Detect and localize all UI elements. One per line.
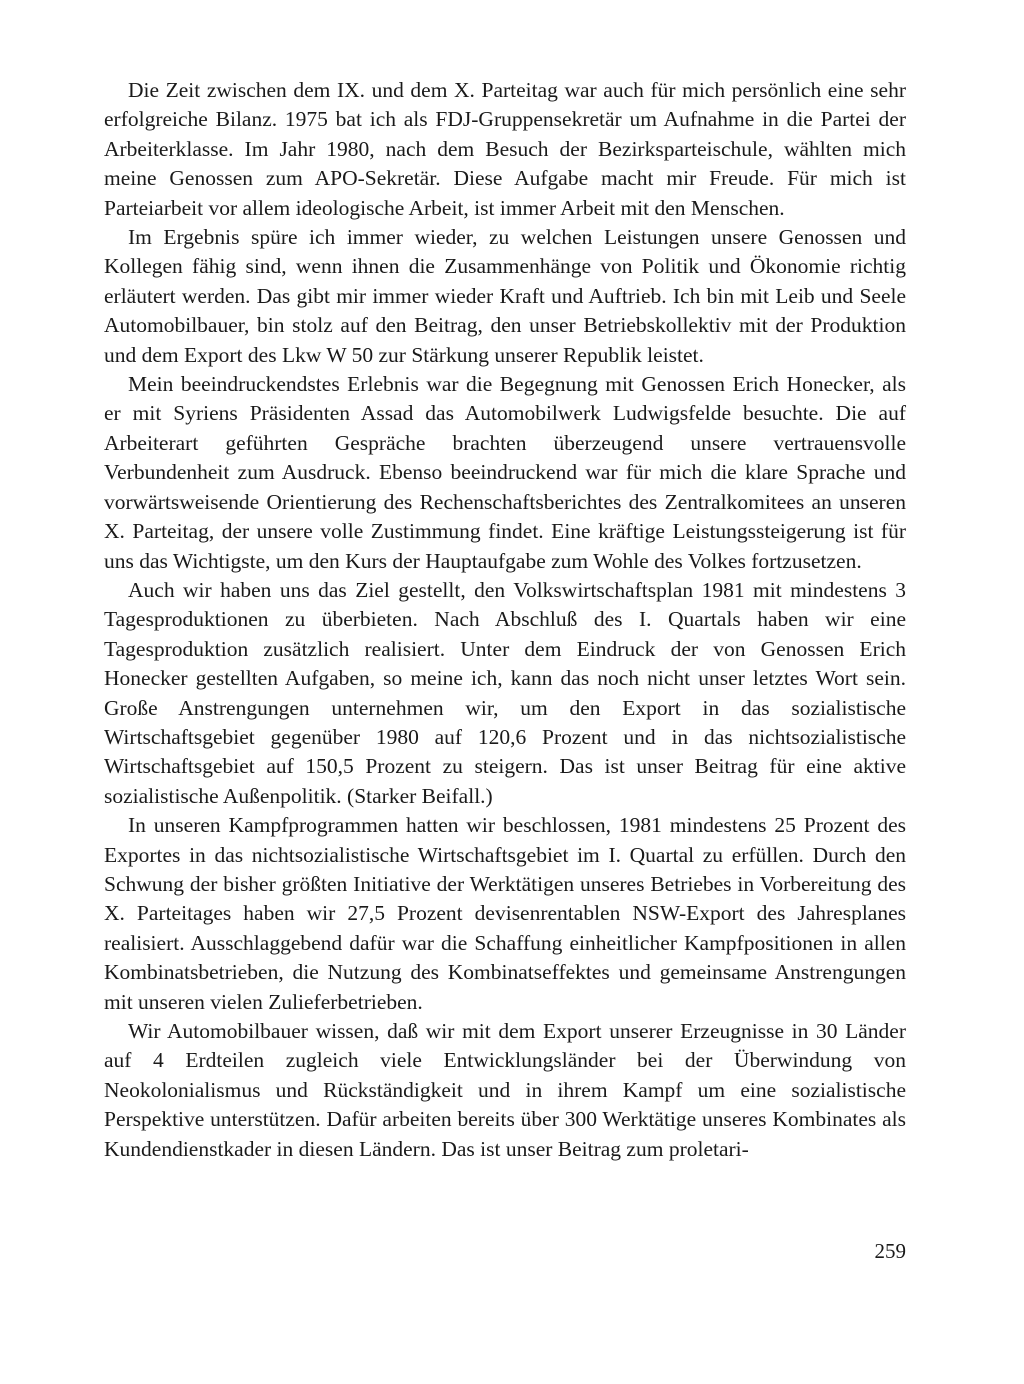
paragraph-5: In unseren Kampfprogrammen hatten wir beschlossen, 1981 mindestens 25 Prozent des Exportes in das nichtsozialistische Wirtschaftsgebiet im I. Quartal zu erfüllen. Durch den Schwung der bisher größten Initiative der Werktätigen unseres Betriebes in Vorbereitung des X. Parteitages haben wir 27,5 Prozent devisenrentablen NSW-Export des Jahresplanes realisiert. Ausschlaggebend dafür war die Schaffung einheitlicher Kampfpositionen in allen Kombinatsbetrieben, die Nutzung des Kombinatseffektes und gemeinsame Anstrengungen mit unseren vielen Zulieferbetrieben. [104,813,906,1014]
paragraph-2: Im Ergebnis spüre ich immer wieder, zu welchen Leistungen unsere Genossen und Kollegen fähig sind, wenn ihnen die Zusammenhänge von Politik und Ökonomie richtig erläutert werden. Das gibt mir immer wieder Kraft und Auftrieb. Ich bin mit Leib und Seele Automobilbauer, bin stolz auf den Beitrag, den unser Betriebskollektiv mit der Produktion und dem Export des Lkw W 50 zur Stärkung unserer Republik leistet. [104,225,906,367]
paragraph-4: Auch wir haben uns das Ziel gestellt, den Volkswirtschaftsplan 1981 mit mindestens 3 Tagesproduktionen zu überbieten. Nach Abschluß des I. Quartals haben wir eine Tagesproduktion zusätzlich realisiert. Unter dem Eindruck der von Genossen Erich Honecker gestellten Aufgaben, so meine ich, kann das noch nicht unser letztes Wort sein. Große Anstrengungen unternehmen wir, um den Export in das sozialistische Wirtschaftsgebiet gegenüber 1980 auf 120,6 Prozent und in das nichtsozialistische Wirtschaftsgebiet auf 150,5 Prozent zu steigern. Das ist unser Beitrag für eine aktive sozialistische Außenpolitik. (Starker Beifall.) [104,577,906,808]
paragraph-1: Die Zeit zwischen dem IX. und dem X. Parteitag war auch für mich persönlich eine sehr erfolgreiche Bilanz. 1975 bat ich als FDJ-Gruppensekretär um Aufnahme in die Partei der Arbeiterklasse. Im Jahr 1980, nach dem Besuch der Bezirksparteischule, wählten mich meine Genossen zum APO-Sekretär. Diese Aufgabe macht mir Freude. Für mich ist Parteiarbeit vor allem ideologische Arbeit, ist immer Arbeit mit den Menschen. [104,78,906,220]
paragraph-3: Mein beeindruckendstes Erlebnis war die Begegnung mit Genossen Erich Honecker, als er mit Syriens Präsidenten Assad das Automobilwerk Ludwigsfelde besuchte. Die auf Arbeiterart geführten Gespräche brachten überzeugend unsere vertrauensvolle Verbundenheit zum Ausdruck. Ebenso beeindruckend war für mich die klare Sprache und vorwärtsweisende Orientierung des Rechenschaftsberichtes des Zentralkomitees an unseren X. Parteitag, der unsere volle Zustimmung findet. Eine kräftige Leistungssteigerung ist für uns das Wichtigste, um den Kurs der Hauptaufgabe zum Wohle des Volkes fortzusetzen. [104,372,906,573]
body-text [104,76,906,1164]
page-number: 259 [874,1239,906,1263]
paragraph-6: Wir Automobilbauer wissen, daß wir mit dem Export unserer Erzeugnisse in 30 Länder auf 4 Erdteilen zugleich viele Entwicklungsländer bei der Überwindung von Neokolonialismus und Rückständigkeit und in ihrem Kampf um eine sozialistische Perspektive unterstützen. Dafür arbeiten bereits über 300 Werktätige unseres Kombinates als Kundendienstkader in diesen Ländern. Das ist unser Beitrag zum proletari- [104,1019,906,1161]
